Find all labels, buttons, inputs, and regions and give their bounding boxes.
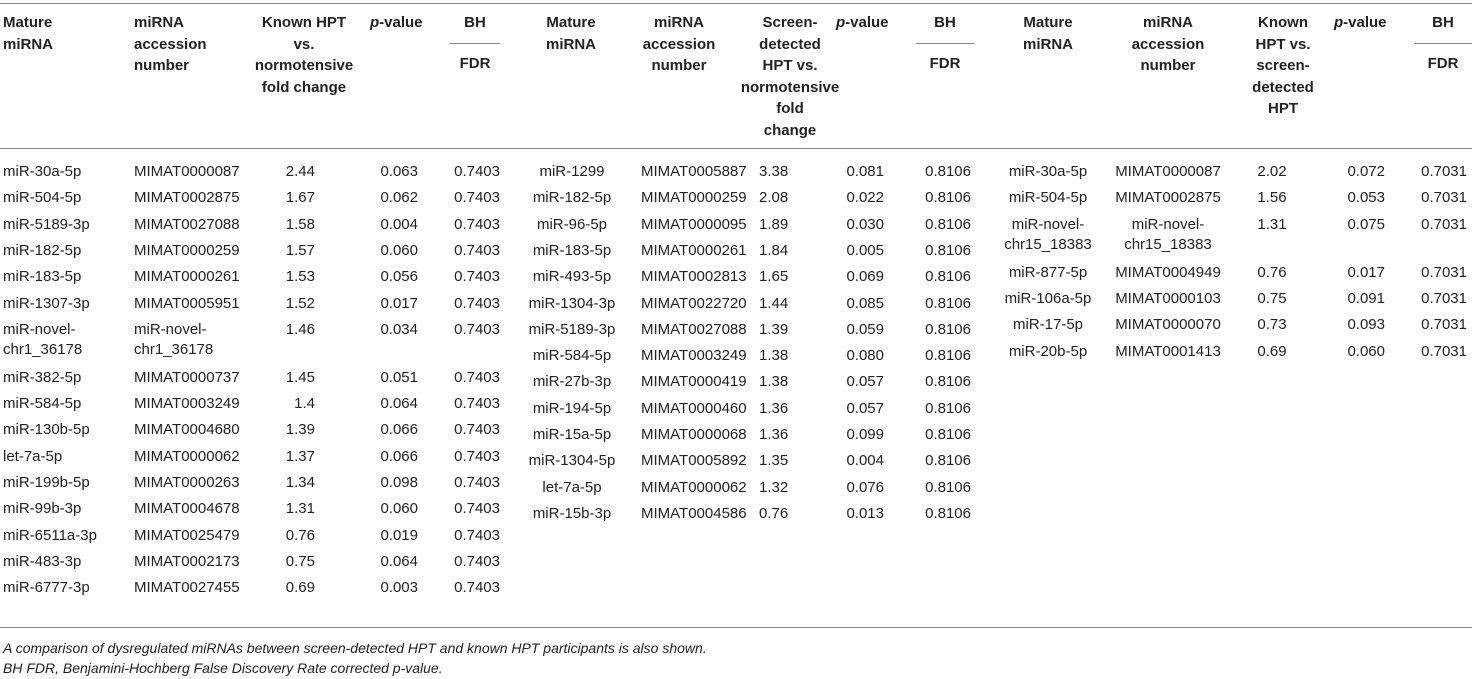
t3-fold-change-cell: 0.69 <box>1257 342 1287 360</box>
t3-accession-cell: MIMAT0001413 <box>1115 342 1221 360</box>
t1-accession-cell: MIMAT0000259 <box>134 241 240 259</box>
t2-bh-rule <box>916 43 974 44</box>
t2-header-fdr: FDR <box>929 55 961 72</box>
t2-mature-mirna-cell: miR-183-5p <box>532 241 612 259</box>
t2-fold-change-cell: 1.84 <box>759 241 789 259</box>
t2-p-value-cell: 0.013 <box>846 504 884 522</box>
t1-p-value-cell: 0.004 <box>380 215 418 233</box>
t1-bh-fdr-cell: 0.7403 <box>454 579 500 597</box>
t3-fold-change-cell: 0.73 <box>1257 316 1287 334</box>
t3-mature-mirna-cell: miR-877-5p <box>1008 263 1088 281</box>
t2-p-value-cell: 0.080 <box>846 347 884 365</box>
t2-bh-fdr-cell: 0.8106 <box>925 268 971 286</box>
t1-accession-cell: MIMAT0004678 <box>134 500 240 518</box>
t2-header-mature: Mature miRNA <box>545 14 596 53</box>
t2-p-value-cell: 0.069 <box>846 268 884 286</box>
t1-p-value-cell: 0.066 <box>380 447 418 465</box>
t2-header-fold: Screen- detected HPT vs. normotensive fold change <box>740 14 840 139</box>
t1-bh-fdr-cell: 0.7403 <box>454 163 500 180</box>
t2-mature-mirna-cell: miR-27b-3p <box>532 373 612 391</box>
t3-fold-change-cell: 0.75 <box>1257 289 1287 307</box>
t2-fold-change-cell: 1.38 <box>759 373 789 391</box>
t1-mature-mirna-cell: miR-5189-3p <box>3 215 90 233</box>
t2-accession-cell: MIMAT0002813 <box>641 268 747 286</box>
footnote-bh-fdr: BH FDR, Benjamini-Hochberg False Discovery Rate corrected p-value. <box>3 660 443 676</box>
t1-mature-mirna-cell: miR-6511a-3p <box>3 526 97 544</box>
t2-fold-change-cell: 0.76 <box>759 504 789 522</box>
t2-accession-cell: MIMAT0000460 <box>641 399 747 417</box>
t2-mature-mirna-cell: miR-1304-5p <box>528 452 616 470</box>
t1-mature-mirna-cell: miR-584-5p <box>3 395 82 413</box>
t1-bh-fdr-cell: 0.7403 <box>454 268 500 286</box>
t1-p-value-cell: 0.003 <box>380 579 418 597</box>
t2-accession-cell: MIMAT0005887 <box>641 163 747 180</box>
t2-mature-mirna-cell: miR-182-5p <box>532 189 612 207</box>
t2-bh-fdr-cell: 0.8106 <box>925 163 971 180</box>
t1-mature-mirna-cell: miR-199b-5p <box>3 474 90 491</box>
t2-mature-mirna-cell: miR-15a-5p <box>532 426 612 443</box>
t1-p-value-cell: 0.019 <box>380 526 418 544</box>
t3-p-value-cell: 0.053 <box>1347 189 1385 207</box>
t1-accession-cell: MIMAT0027455 <box>134 579 240 597</box>
t1-bh-fdr-cell: 0.7403 <box>454 320 500 338</box>
t2-fold-change-cell: 1.32 <box>759 478 789 496</box>
table-bottom-rule <box>0 627 1472 628</box>
t3-p-value-cell: 0.072 <box>1347 163 1385 180</box>
t2-p-value-cell: 0.022 <box>846 189 884 207</box>
t1-bh-fdr-cell: 0.7403 <box>454 500 500 518</box>
table-top-rule <box>0 3 1472 4</box>
t1-mature-mirna-cell: miR-183-5p <box>3 268 82 286</box>
t1-bh-fdr-cell: 0.7403 <box>454 189 500 207</box>
t1-fold-change-cell: 1.52 <box>285 294 315 312</box>
t3-bh-fdr-cell: 0.7031 <box>1421 189 1467 207</box>
t1-bh-fdr-cell: 0.7403 <box>454 294 500 312</box>
t1-p-value-cell: 0.066 <box>380 421 418 439</box>
t1-p-value-cell: 0.062 <box>380 189 418 207</box>
t2-bh-fdr-cell: 0.8106 <box>925 399 971 417</box>
t2-p-value-cell: 0.081 <box>846 163 884 180</box>
t3-header-p-rest: -value <box>1343 14 1387 31</box>
t1-header-p: p <box>370 14 380 31</box>
t1-accession-cell: MIMAT0003249 <box>134 395 240 413</box>
t2-accession-cell: MIMAT0000419 <box>641 373 747 391</box>
t1-accession-cell: MIMAT0002875 <box>134 189 240 207</box>
t3-fold-change-cell: 2.02 <box>1257 163 1287 180</box>
t3-accession-cell: MIMAT0004949 <box>1115 263 1221 281</box>
t3-p-value-cell: 0.093 <box>1347 316 1385 334</box>
t1-accession-cell: MIMAT0005951 <box>134 294 240 312</box>
t3-accession-cell: MIMAT0000070 <box>1115 316 1221 334</box>
t1-p-value-cell: 0.064 <box>380 395 418 413</box>
t2-p-value-cell: 0.004 <box>846 452 884 470</box>
t1-fold-change-cell: 1.45 <box>285 368 315 386</box>
t1-p-value-cell: 0.098 <box>380 474 418 491</box>
t1-fold-change-cell: 1.46 <box>285 320 315 338</box>
t1-header-p-rest: -value <box>379 14 423 31</box>
t3-bh-fdr-cell: 0.7031 <box>1421 289 1467 307</box>
t1-p-value-cell: 0.060 <box>380 241 418 259</box>
t1-fold-change-cell: 1.58 <box>285 215 315 233</box>
t1-mature-mirna-cell: miR-99b-3p <box>3 500 82 518</box>
t1-p-value-cell: 0.060 <box>380 500 418 518</box>
t2-p-value-cell: 0.099 <box>846 426 884 443</box>
t2-accession-cell: MIMAT0005892 <box>641 452 747 470</box>
t3-mature-mirna-cell: miR-novel- chr15_18383 <box>1004 215 1092 253</box>
t2-p-value-cell: 0.057 <box>846 399 884 417</box>
t1-bh-fdr-cell: 0.7403 <box>454 368 500 386</box>
t2-bh-fdr-cell: 0.8106 <box>925 478 971 496</box>
t1-accession-cell: MIMAT0000087 <box>134 163 240 180</box>
t1-mature-mirna-cell: miR-382-5p <box>3 368 82 386</box>
t2-p-value-cell: 0.076 <box>846 478 884 496</box>
t2-fold-change-cell: 1.65 <box>759 268 789 286</box>
t1-fold-change-cell: 0.76 <box>285 526 315 544</box>
t3-fold-change-cell: 1.31 <box>1257 215 1287 233</box>
t2-accession-cell: MIMAT0000261 <box>641 241 747 259</box>
t1-mature-mirna-cell: miR-483-3p <box>3 552 82 570</box>
t1-fold-change-cell: 1.67 <box>285 189 315 207</box>
t2-header-p: p <box>836 14 846 31</box>
t2-bh-fdr-cell: 0.8106 <box>925 241 971 259</box>
t2-mature-mirna-cell: miR-96-5p <box>536 215 608 233</box>
t2-fold-change-cell: 1.38 <box>759 347 789 365</box>
t2-mature-mirna-cell: miR-15b-3p <box>532 504 612 522</box>
t1-bh-fdr-cell: 0.7403 <box>454 474 500 491</box>
t1-mature-mirna-cell: miR-504-5p <box>3 189 82 207</box>
footnote-comparison: A comparison of dysregulated miRNAs between screen-detected HPT and known HPT participants is also shown. <box>3 640 707 656</box>
t1-p-value-cell: 0.056 <box>380 268 418 286</box>
t1-p-value-cell: 0.034 <box>380 320 418 338</box>
t1-bh-fdr-cell: 0.7403 <box>454 395 500 413</box>
t1-mature-mirna-cell: miR-30a-5p <box>3 163 82 180</box>
t2-accession-cell: MIMAT0000259 <box>641 189 747 207</box>
t1-p-value-cell: 0.017 <box>380 294 418 312</box>
t2-p-value-cell: 0.085 <box>846 294 884 312</box>
t2-fold-change-cell: 1.36 <box>759 426 789 443</box>
t1-accession-cell: MIMAT0002173 <box>134 552 240 570</box>
t2-header-pvalue <box>836 12 889 34</box>
t3-mature-mirna-cell: miR-30a-5p <box>1008 163 1088 180</box>
t2-accession-cell: MIMAT0004586 <box>641 504 747 522</box>
t1-p-value-cell: 0.051 <box>380 368 418 386</box>
t1-accession-cell: MIMAT0027088 <box>134 215 240 233</box>
t2-p-value-cell: 0.059 <box>846 320 884 338</box>
t1-fold-change-cell: 0.75 <box>285 552 315 570</box>
t1-mature-mirna-cell: miR-1307-3p <box>3 294 90 312</box>
t3-p-value-cell: 0.075 <box>1347 215 1385 233</box>
t1-bh-fdr-cell: 0.7403 <box>454 421 500 439</box>
t2-mature-mirna-cell: miR-1304-3p <box>528 294 616 312</box>
t3-fold-change-cell: 1.56 <box>1257 189 1287 207</box>
t2-p-value-cell: 0.030 <box>846 215 884 233</box>
t3-fold-change-cell: 0.76 <box>1257 263 1287 281</box>
header-bottom-rule <box>0 148 1472 149</box>
t3-p-value-cell: 0.091 <box>1347 289 1385 307</box>
t2-accession-cell: MIMAT0003249 <box>641 347 747 365</box>
t3-bh-fdr-cell: 0.7031 <box>1421 163 1467 180</box>
t2-mature-mirna-cell: miR-1299 <box>539 163 605 180</box>
t1-fold-change-cell: 1.34 <box>285 474 315 491</box>
t2-bh-fdr-cell: 0.8106 <box>925 215 971 233</box>
t3-mature-mirna-cell: miR-106a-5p <box>1004 289 1092 307</box>
t1-fold-change-cell: 2.44 <box>285 163 315 180</box>
t1-accession-cell: MIMAT0025479 <box>134 526 240 544</box>
t2-mature-mirna-cell: miR-584-5p <box>532 347 612 365</box>
t1-accession-cell: MIMAT0004680 <box>134 421 240 439</box>
t3-bh-fdr-cell: 0.7031 <box>1421 342 1467 360</box>
t2-bh-fdr-cell: 0.8106 <box>925 320 971 338</box>
t1-accession-cell: MIMAT0000737 <box>134 368 240 386</box>
t1-accession-cell: MIMAT0000261 <box>134 268 240 286</box>
t2-header-bh: BH <box>934 14 956 31</box>
t2-fold-change-cell: 1.89 <box>759 215 789 233</box>
t1-mature-mirna-cell: miR-182-5p <box>3 241 82 259</box>
t1-fold-change-cell: 1.39 <box>285 421 315 439</box>
t2-fold-change-cell: 1.44 <box>759 294 789 312</box>
t1-accession-cell: miR-novel- chr1_36178 <box>134 320 214 358</box>
t1-fold-change-cell: 1.31 <box>285 500 315 518</box>
t2-fold-change-cell: 2.08 <box>759 189 789 207</box>
t1-bh-fdr-cell: 0.7403 <box>454 552 500 570</box>
t1-bh-fdr-cell: 0.7403 <box>454 526 500 544</box>
t2-accession-cell: MIMAT0000095 <box>641 215 747 233</box>
t1-bh-fdr-cell: 0.7403 <box>454 241 500 259</box>
t1-header-accession: miRNA accession number <box>134 14 207 74</box>
t2-bh-fdr-cell: 0.8106 <box>925 426 971 443</box>
t1-bh-fdr-cell: 0.7403 <box>454 215 500 233</box>
t1-p-value-cell: 0.063 <box>380 163 418 180</box>
t2-fold-change-cell: 1.39 <box>759 320 789 338</box>
t2-accession-cell: MIMAT0000068 <box>641 426 747 443</box>
t2-bh-fdr-cell: 0.8106 <box>925 373 971 391</box>
t1-fold-change-cell: 1.57 <box>285 241 315 259</box>
t1-fold-change-cell: 1.53 <box>285 268 315 286</box>
t3-p-value-cell: 0.017 <box>1347 263 1385 281</box>
t2-bh-fdr-cell: 0.8106 <box>925 294 971 312</box>
t2-header-accession: miRNA accession number <box>642 14 716 74</box>
t3-accession-cell: MIMAT0000103 <box>1115 289 1221 307</box>
t3-header-fdr: FDR <box>1427 55 1459 72</box>
t3-bh-rule <box>1414 43 1472 44</box>
t1-header-fold: Known HPT vs. normotensive fold change <box>254 14 354 96</box>
t1-mature-mirna-cell: miR-130b-5p <box>3 421 90 439</box>
t3-header-fold: Known HPT vs. screen- detected HPT <box>1252 14 1314 117</box>
t2-fold-change-cell: 1.36 <box>759 399 789 417</box>
t2-mature-mirna-cell: miR-194-5p <box>532 399 612 417</box>
t1-header-mature: Mature miRNA <box>3 14 54 53</box>
t3-bh-fdr-cell: 0.7031 <box>1421 316 1467 334</box>
t3-p-value-cell: 0.060 <box>1347 342 1385 360</box>
t3-mature-mirna-cell: miR-20b-5p <box>1008 342 1088 360</box>
t1-accession-cell: MIMAT0000263 <box>134 474 240 491</box>
t2-bh-fdr-cell: 0.8106 <box>925 452 971 470</box>
t1-mature-mirna-cell: miR-novel- chr1_36178 <box>3 320 83 358</box>
t3-mature-mirna-cell: miR-504-5p <box>1008 189 1088 207</box>
t2-accession-cell: MIMAT0000062 <box>641 478 747 496</box>
t1-bh-rule <box>450 43 500 44</box>
t1-fold-change-cell: 1.4 <box>294 395 315 413</box>
t1-p-value-cell: 0.064 <box>380 552 418 570</box>
t2-fold-change-cell: 3.38 <box>759 163 789 180</box>
t3-accession-cell: MIMAT0002875 <box>1115 189 1221 207</box>
t1-mature-mirna-cell: miR-6777-3p <box>3 579 90 597</box>
t2-mature-mirna-cell: let-7a-5p <box>542 478 602 496</box>
t3-header-bh: BH <box>1432 14 1454 31</box>
t2-bh-fdr-cell: 0.8106 <box>925 504 971 522</box>
t1-header-bh: BH <box>464 14 486 31</box>
t3-accession-cell: MIMAT0000087 <box>1115 163 1221 180</box>
t2-bh-fdr-cell: 0.8106 <box>925 347 971 365</box>
t2-mature-mirna-cell: miR-493-5p <box>532 268 612 286</box>
t2-p-value-cell: 0.057 <box>846 373 884 391</box>
t1-accession-cell: MIMAT0000062 <box>134 447 240 465</box>
t2-accession-cell: MIMAT0027088 <box>641 320 747 338</box>
t2-header-p-rest: -value <box>845 14 889 31</box>
t2-mature-mirna-cell: miR-5189-3p <box>528 320 616 338</box>
t3-header-accession: miRNA accession number <box>1131 14 1205 74</box>
t1-mature-mirna-cell: let-7a-5p <box>3 447 63 465</box>
t3-bh-fdr-cell: 0.7031 <box>1421 263 1467 281</box>
t2-accession-cell: MIMAT0022720 <box>641 294 747 312</box>
t2-bh-fdr-cell: 0.8106 <box>925 189 971 207</box>
t1-header-pvalue <box>370 12 423 34</box>
t1-header-fdr: FDR <box>459 55 491 72</box>
t3-bh-fdr-cell: 0.7031 <box>1421 215 1467 233</box>
t3-header-p: p <box>1334 14 1344 31</box>
t2-fold-change-cell: 1.35 <box>759 452 789 470</box>
t1-fold-change-cell: 1.37 <box>285 447 315 465</box>
t3-accession-cell: miR-novel- chr15_18383 <box>1124 215 1212 253</box>
t2-p-value-cell: 0.005 <box>846 241 884 259</box>
t1-bh-fdr-cell: 0.7403 <box>454 447 500 465</box>
t1-fold-change-cell: 0.69 <box>285 579 315 597</box>
t3-mature-mirna-cell: miR-17-5p <box>1012 316 1084 334</box>
t3-header-mature: Mature miRNA <box>1022 14 1073 53</box>
t3-header-pvalue <box>1334 12 1387 34</box>
